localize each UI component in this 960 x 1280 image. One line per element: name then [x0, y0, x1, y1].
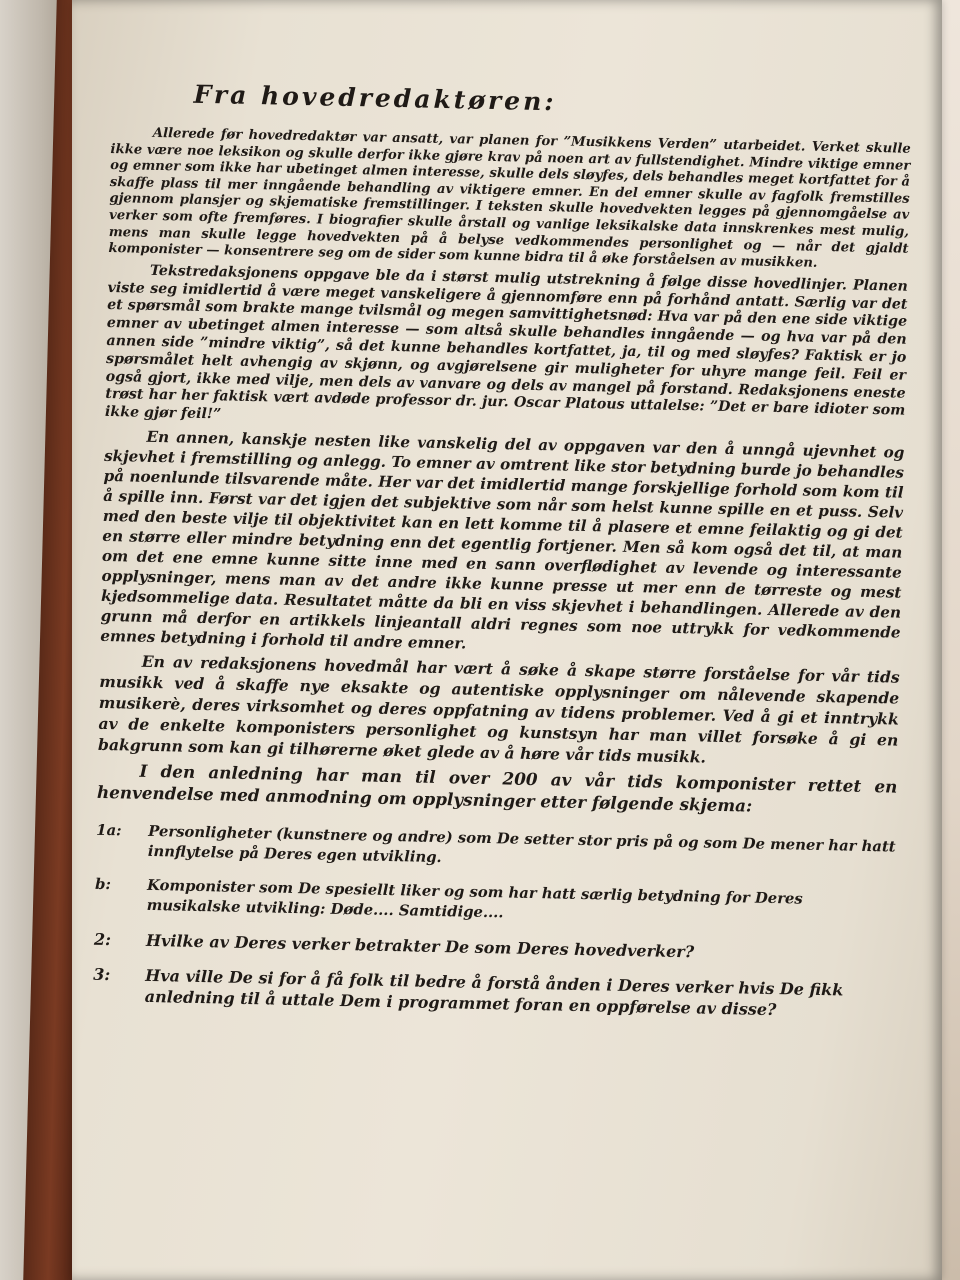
paragraph-3: En annen, kanskje nesten like vanskelig del av oppgaven var den å unngå ujevnhet og skjevhet i fremstilling og anlegg. To emner av omtrent like stor betydning burde jo behandles på noenlunde tilsvarende måte. Her var det imidlertid mange forskjellige forhold som kom til å spille inn. Først var det igjen det subjektive som når som helst kunne spille en et puss. Selv med den beste vilje til objektivitet kan en lett komme til å plasere et emne feilaktig og gi det en større eller mindre betydning enn det egentlig fortjener. Men så kom også det til, at man om det ene emne kunne sitte inne med en sann overflødighet av levende og interessante opplysninger, mens man av det andre ikke kunne presse ut mer enn de tørreste og mest kjedsommelige data. Resultatet måtte da bli en viss skjevhet i behandlingen. Allerede av den grunn må derfor en artikkels linjeantall aldri regnes som noe uttrykk for vedkommende emnes betydning i forhold til andre emner.	[100, 427, 905, 653]
question-item	[94, 929, 894, 967]
question-item	[96, 821, 897, 878]
question-text: Personligheter (kunstnere og andre) som De setter stor pris på og som De mener har hatt innflytelse på Deres egen utvikling.	[147, 822, 896, 866]
paragraph-5: I den anledning har man til over 200 av vår tids komponister rettet en henvendelse med anmodning om opplysninger etter følgende skjema:	[96, 760, 898, 816]
paragraph-4: En av redaksjonens hovedmål har vært å søke å skape større forståelse for vår tids musikk ved å skaffe nye eksakte og autentiske opplysninger om nålevende skapende musikerè, deres virksomhet og deres oppfatning av tidens problemer. Ved å gi et inntrykk av de enkelte komponisters personlighet og kunstsyn har man villet forsøke å gi en bakgrunn som kan gi tilhørerne øket glede av å høre vår tids musikk.	[97, 651, 900, 767]
question-number: 2:	[93, 929, 112, 950]
question-number: 1a:	[96, 821, 122, 840]
question-text: Komponister som De spesiellt liker og som har hatt særlig betydning for Deres musikalske utvikling: Døde.... Samtidige....	[146, 876, 803, 922]
questionnaire-list	[93, 821, 897, 1023]
page-heading: Fra hovedredaktøren:	[193, 79, 557, 117]
question-item	[94, 875, 895, 932]
question-number: 3:	[93, 964, 111, 985]
book-page	[72, 0, 942, 1280]
question-number: b:	[94, 875, 112, 894]
paragraph-2: Tekstredaksjonens oppgave ble da i størst mulig utstrekning å følge disse hovedlinjer. Planen viste seg imidlertid å være meget vanskeligere å gjennomføre enn på forhånd antatt. Særlig var det et spørsmål som brakte mange tvilsmål og megen samvittighetsnød: Hva var på den ene side viktige emner av ubetinget almen interesse — som altså skulle behandles inngående — og hva var på den annen side ”mindre viktig”, så det kunne behandles kortfattet, ja, til og med sløyfes? Faktisk er jo spørsmålet helt avhengig av skjønn, og avgjørelsene gir muligheter for uhyre mange feil. Feil er også gjort, ikke med vilje, men dels av vanvare og dels av mangel på forstand. Redaksjonens eneste trøst har her faktisk vært avdøde professor dr. jur. Oscar Platous uttalelse: ”Det er bare idioter som ikke gjør feil!”	[104, 262, 908, 423]
page-content	[92, 78, 912, 1036]
question-item	[93, 964, 894, 1023]
paragraph-1: Allerede før hovedredaktør var ansatt, var planen for ”Musikkens Verden” utarbeidet. Verket skulle ikke være noe leksikon og skulle derfor ikke gjøre krav på noen art av fullstendighet. Mindre viktige emner og emner som ikke har ubetinget almen interesse, skulle dels sløyfes, dels behandles meget kortfattet for å skaffe plass til mer inngående behandling av viktigere emner. En del emner skulle av fagfolk fremstilles gjennom plansjer og skjematiske fremstillinger. I teksten skulle hovedvekten legges på gjennomgåelse av verker som ofte fremføres. I biografier skulle årstall og vanlige leksikalske data innskrenkes mest mulig, mens man skulle legge hovedvekten på å belyse vedkommendes personlighet og — når det gjaldt komponister — konsentrere seg om de sider som kunne bidra til å øke forståelsen av musikken.	[108, 125, 911, 271]
question-text: Hva ville De si for å få folk til bedre å forstå ånden i Deres verker hvis De fikk anledning til å uttale Dem i programmet foran en oppførelse av disse?	[144, 965, 844, 1020]
question-text: Hvilke av Deres verker betrakter De som Deres hovedverker?	[145, 930, 695, 962]
